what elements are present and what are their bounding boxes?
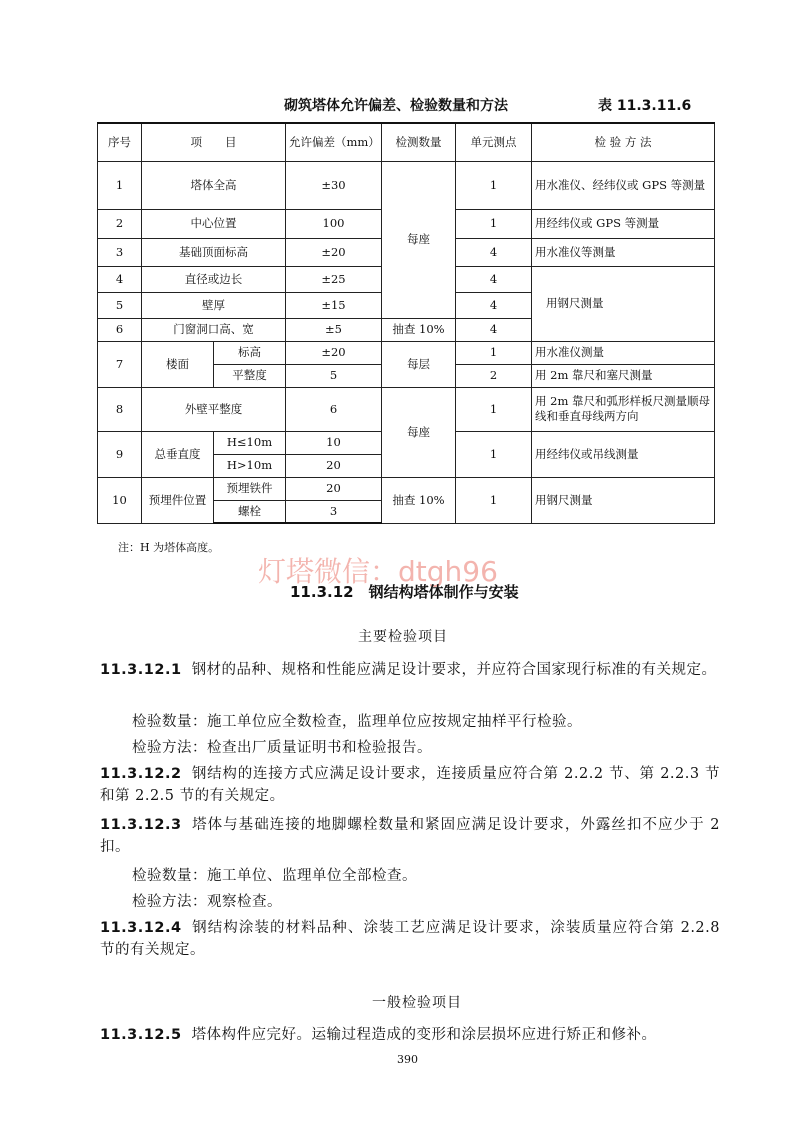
clause-text: 塔体构件应完好。运输过程造成的变形和涂层损坏应进行矫正和修补。 [191,1027,657,1043]
row-tolerance: 5 [286,364,382,387]
row-number: 3 [98,238,142,266]
row-points: 4 [456,266,532,292]
row-item: 预埋件位置 [142,477,214,523]
clause-text: 钢结构的连接方式应满足设计要求，连接质量应符合第 2.2.2 节、第 2.2.3 节和第 2.2.5 节的有关规定。 [100,766,720,804]
clause-11-3-12-2 [100,763,720,807]
row-item: 楼面 [142,341,214,387]
general-items-heading: 一般检验项目 [372,995,462,1011]
row-method: 用 2m 靠尺和塞尺测量 [532,364,715,387]
row-tolerance: ±20 [286,341,382,364]
row-method: 用经纬仪或吊线测量 [532,431,715,477]
table-row [98,387,715,431]
clause-number: 11.3.12.3 [100,817,182,833]
row-tolerance: ±25 [286,266,382,292]
table-number: 表 11.3.11.6 [598,98,692,114]
row-item: 壁厚 [142,292,286,318]
table-row [98,341,715,364]
row-subitem: 标高 [214,341,286,364]
row-method: 用水准仪、经纬仪或 GPS 等测量 [532,161,715,209]
row-count: 每层 [382,341,456,387]
row-count: 抽查 10% [382,477,456,523]
row-tolerance: ±30 [286,161,382,209]
row-item: 塔体全高 [142,161,286,209]
header-cell: 序号 [98,123,142,161]
table-row [98,477,715,500]
row-tolerance: ±20 [286,238,382,266]
clause-text: 钢材的品种、规格和性能应满足设计要求，并应符合国家现行标准的有关规定。 [191,662,717,678]
row-number: 4 [98,266,142,292]
row-count: 每座 [382,387,456,477]
row-points: 1 [456,341,532,364]
row-number: 1 [98,161,142,209]
row-points: 1 [456,161,532,209]
row-points: 4 [456,318,532,341]
row-number: 5 [98,292,142,318]
row-count: 抽查 10% [382,318,456,341]
row-points: 1 [456,477,532,523]
row-points: 1 [456,387,532,431]
row-subitem: H≤10m [214,431,286,454]
row-number: 7 [98,341,142,387]
row-method: 用钢尺测量 [532,477,715,523]
row-points: 2 [456,364,532,387]
row-method: 用水准仪测量 [532,341,715,364]
clause-text: 钢结构涂装的材料品种、涂装工艺应满足设计要求，涂装质量应符合第 2.2.8 节的有关规定。 [100,920,720,958]
watermark: 灯塔微信：dtgh96 [258,555,498,588]
row-points: 4 [456,238,532,266]
row-tolerance: 6 [286,387,382,431]
inspection-quantity: 检验数量：施工单位、监理单位全部检查。 [132,868,417,884]
header-cell: 单元测点 [456,123,532,161]
header-cell: 允许偏差（mm） [286,123,382,161]
clause-text: 塔体与基础连接的地脚螺栓数量和紧固应满足设计要求，外露丝扣不应少于 2 扣。 [100,817,720,855]
row-number: 10 [98,477,142,523]
header-cell: 项 目 [142,123,286,161]
table-note: 注：H 为塔体高度。 [118,541,220,554]
row-subitem: 平整度 [214,364,286,387]
row-method: 用经纬仪或 GPS 等测量 [532,209,715,238]
row-method: 用 2m 靠尺和弧形样板尺测量顺母线和垂直母线两方向 [532,387,715,431]
row-tolerance: 20 [286,477,382,500]
row-subitem: 螺栓 [214,500,286,523]
row-subitem: 预埋铁件 [214,477,286,500]
row-count: 每座 [382,161,456,318]
clause-number: 11.3.12.4 [100,920,182,936]
row-item: 门窗洞口高、宽 [142,318,286,341]
row-points: 1 [456,209,532,238]
row-number: 9 [98,431,142,477]
header-cell: 检测数量 [382,123,456,161]
row-tolerance: 100 [286,209,382,238]
clause-11-3-12-1 [100,659,720,681]
row-points: 1 [456,431,532,477]
table-title: 砌筑塔体允许偏差、检验数量和方法 [284,98,508,114]
row-tolerance: 20 [286,454,382,477]
row-tolerance: ±15 [286,292,382,318]
clause-11-3-12-5 [100,1024,720,1046]
row-item: 中心位置 [142,209,286,238]
row-item: 直径或边长 [142,266,286,292]
row-tolerance: 3 [286,500,382,523]
main-items-heading: 主要检验项目 [358,629,448,645]
clause-11-3-12-3 [100,814,720,858]
row-subitem: H>10m [214,454,286,477]
row-item: 总垂直度 [142,431,214,477]
header-cell: 检 验 方 法 [532,123,715,161]
row-method: 用钢尺测量 [532,266,715,341]
inspection-quantity: 检验数量：施工单位应全数检查，监理单位应按规定抽样平行检验。 [132,714,582,730]
row-item: 外壁平整度 [142,387,286,431]
clause-number: 11.3.12.2 [100,766,182,782]
row-tolerance: 10 [286,431,382,454]
row-number: 8 [98,387,142,431]
section-heading: 11.3.12 钢结构塔体制作与安装 [290,583,519,601]
clause-11-3-12-4 [100,917,720,961]
clause-number: 11.3.12.5 [100,1027,182,1043]
row-item: 基础顶面标高 [142,238,286,266]
row-number: 6 [98,318,142,341]
tolerance-table [97,122,715,524]
table-row [98,161,715,209]
inspection-method: 检验方法：检查出厂质量证明书和检验报告。 [132,740,432,756]
inspection-method: 检验方法：观察检查。 [132,894,282,910]
row-tolerance: ±5 [286,318,382,341]
row-number: 2 [98,209,142,238]
clause-number: 11.3.12.1 [100,662,182,678]
page-number: 390 [397,1053,418,1066]
table-header-row [98,123,715,161]
row-method: 用水准仪等测量 [532,238,715,266]
row-points: 4 [456,292,532,318]
